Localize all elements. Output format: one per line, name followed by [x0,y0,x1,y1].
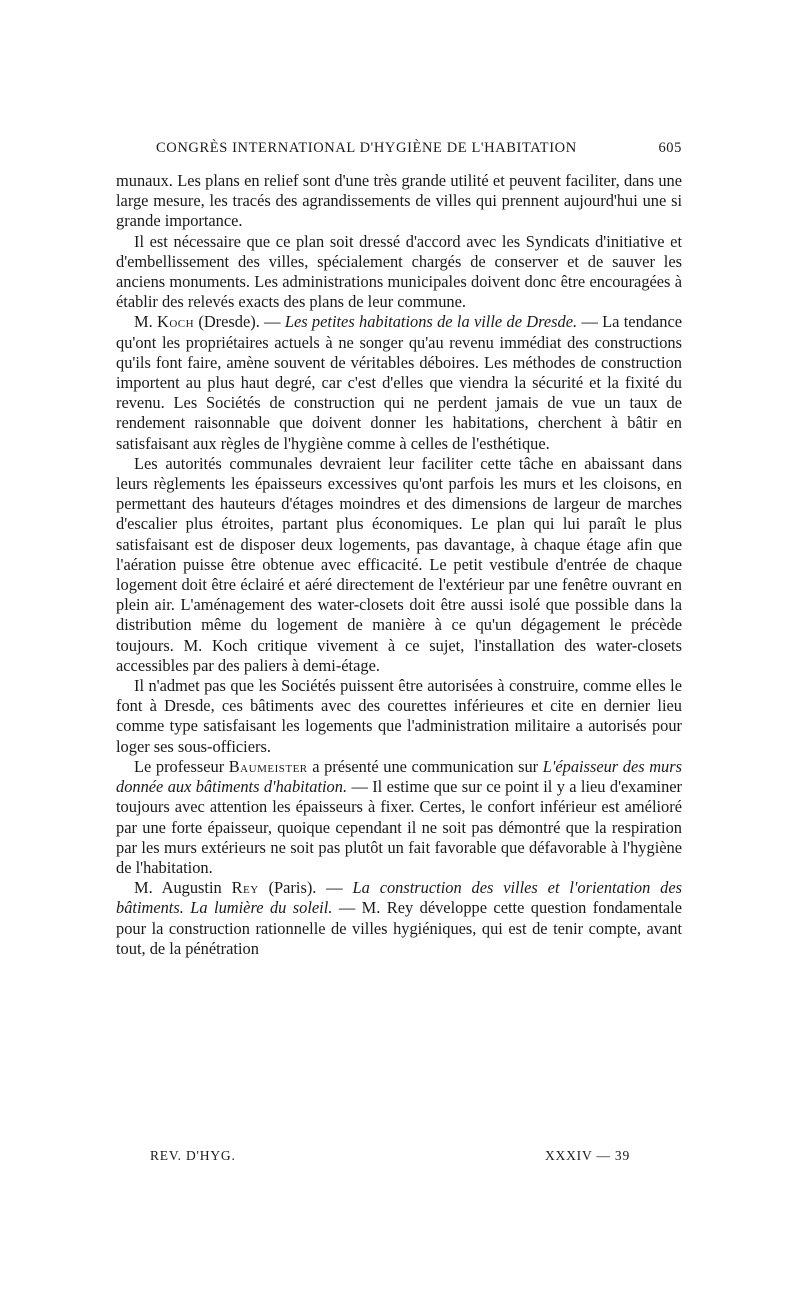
communication-title: La construction des villes et l'orientation des bâtiments. La lumière du soleil. [116,878,682,918]
page-number: 605 [658,140,682,156]
paragraph-1: munaux. Les plans en relief sont d'une très grande utilité et peuvent faciliter, dans une large mesure, les tracés des agrandissements de villes qui prennent aujourd'hui une si grande importance. [116,171,682,231]
speaker-intro: a présenté une communication sur [307,756,543,776]
speaker-place: (Dresde). — [194,312,285,332]
paragraph-7 [116,878,682,959]
speaker-name: Rey [231,878,259,898]
speaker-prefix: Le professeur [134,756,229,776]
speaker-prefix: M. Augustin [134,878,232,898]
volume-signature: XXXIV — 39 [545,1148,630,1163]
paragraph-body: — Il estime que sur ce point il y a lieu d'examiner toujours avec attention les épaisseurs à fixer. Certes, le confort inférieur est amélioré par une forte épaisseur, quoique cependant il ne soit pas démontré que la respiration par les murs extérieurs ne soit pas plutôt un fait favorable que défavorable à l'hygiène de l'habitation. [116,777,682,877]
paragraph-2: Il est nécessaire que ce plan soit dressé d'accord avec les Syndicats d'initiative et d'embellissement des villes, spécialement chargés de conserver et de sauver les anciens monuments. Les administrations municipales doivent donc être encouragées à établir des relevés exacts des plans de leur commune. [116,231,682,312]
speaker-prefix: M. [134,312,157,332]
paragraph-5: Il n'admet pas que les Sociétés puissent être autorisées à construire, comme elles le font à Dresde, ces bâtiments avec des courettes inférieures et cite en dernier lieu comme type satisfaisant les logements que l'administration militaire a autorisés pour loger ses sous-officiers. [116,676,682,756]
document-page [116,140,682,959]
paragraph-6 [116,757,682,878]
journal-signature: REV. D'HYG. [150,1148,236,1163]
paragraph-3 [116,312,682,453]
paragraph-body: — La tendance qu'ont les propriétaires actuels à ne songer qu'au revenu immédiat des constructions qu'ils font faire, amène souvent de véritables déboires. Les méthodes de construction importent au plus haut degré, car c'est d'elles que viendra la sécurité et la fixité du revenu. Les Sociétés de construction qui ne perdent jamais de vue un taux de rendement raisonnable que doivent donner les habitations, cherchent à bâtir en satisfaisant aux règles de l'hygiène comme à celles de l'esthétique. [116,312,682,453]
running-head [116,140,682,157]
running-head-title: CONGRÈS INTERNATIONAL D'HYGIÈNE DE L'HABITATION [156,140,577,156]
paragraph-body: — M. Rey développe cette question fondamentale pour la construction rationnelle de villes hygiéniques, qui est de tenir compte, avant tout, de la pénétration [116,898,682,958]
communication-title: L'épaisseur des murs donnée aux bâtiments d'habitation. [116,756,683,797]
body-text [116,171,682,959]
page-footer [150,1148,630,1164]
communication-title: Les petites habitations de la ville de Dresde. [284,312,578,332]
speaker-name: Koch [157,312,195,332]
speaker-place: (Paris). — [258,878,353,898]
speaker-name: Baumeister [228,756,308,776]
paragraph-4: Les autorités communales devraient leur faciliter cette tâche en abaissant dans leurs règlements les épaisseurs excessives qu'ont parfois les murs et les cloisons, en permettant des hauteurs d'étages moindres et des dimensions de largeur de marches d'escalier plus étroites, partant plus économiques. Le plan qui lui paraît le plus satisfaisant est de disposer deux logements, pas davantage, à chaque étage afin que l'aération puisse être obtenue avec efficacité. Le petit vestibule d'entrée de chaque logement doit être éclairé et aéré directement de l'extérieur par une fenêtre ouvrant en plein air. L'aménagement des water-closets doit être aussi isolé que possible dans la distribution même du logement de manière à ce qu'un dégagement le précède toujours. M. Koch critique vivement à ce sujet, l'installation des water-closets accessibles par des paliers à demi-étage. [116,453,682,675]
